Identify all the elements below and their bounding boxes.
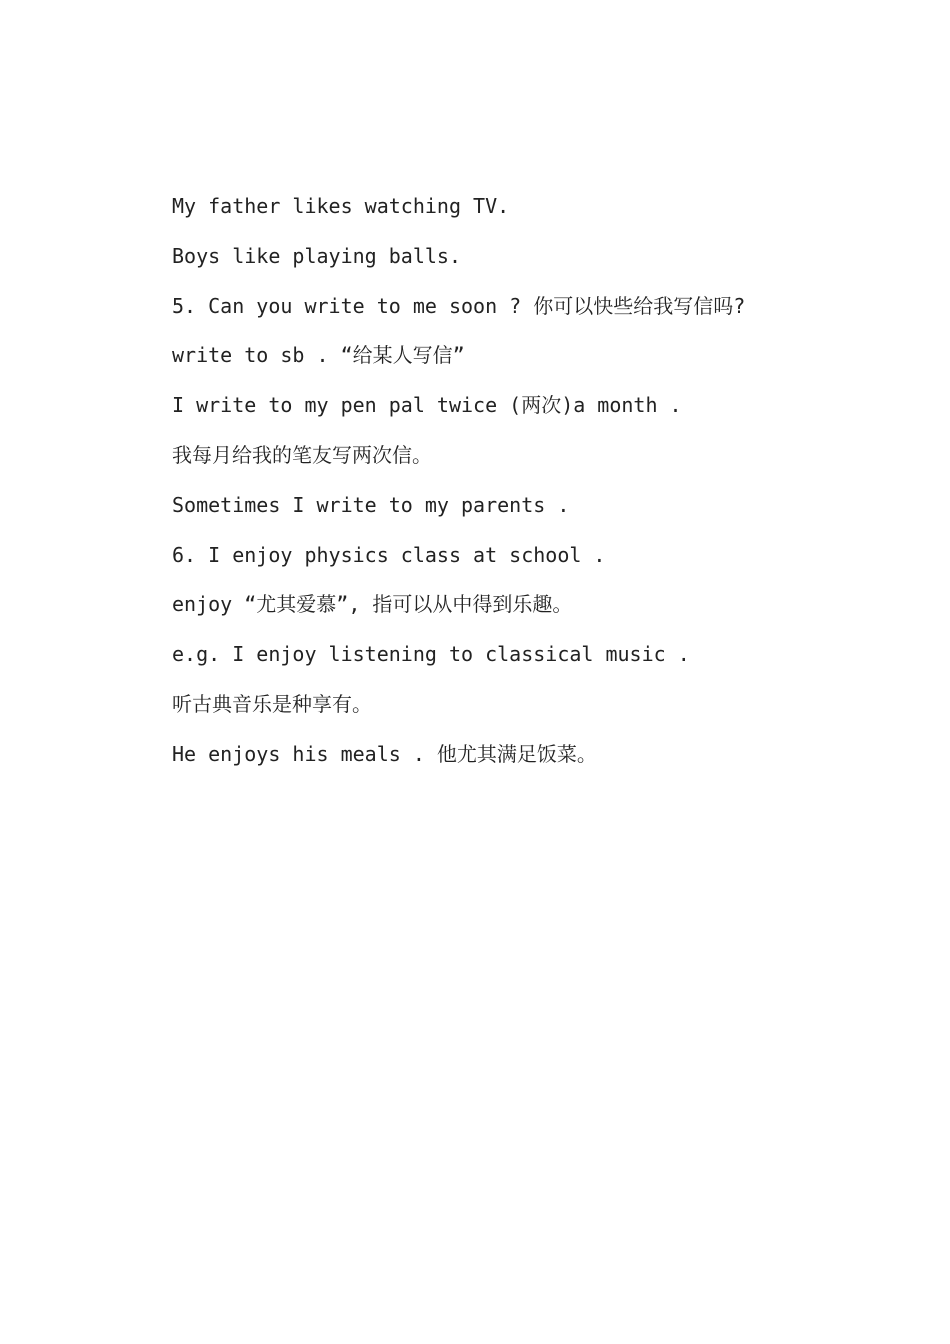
text-line: My father likes watching TV. (172, 194, 510, 218)
text-line: 我每月给我的笔友写两次信。 (172, 442, 432, 467)
document-body (172, 190, 872, 788)
text-line: 5. Can you write to me soon ? 你可以快些给我写信吗? (172, 293, 746, 318)
text-line: e.g. I enjoy listening to classical music . (172, 642, 690, 667)
text-line: Sometimes I write to my parents . (172, 492, 570, 517)
text-line: write to sb . “给某人写信” (172, 343, 465, 368)
text-line: I write to my pen pal twice (两次)a month . (172, 393, 682, 418)
text-line: 听古典音乐是种享有。 (172, 691, 372, 716)
text-line: Boys like playing balls. (172, 243, 461, 268)
text-line: He enjoys his meals . 他尤其满足饭菜。 (172, 741, 597, 766)
text-line: 6. I enjoy physics class at school . (172, 542, 606, 567)
text-line: enjoy “尤其爱慕”, 指可以从中得到乐趣。 (172, 592, 573, 617)
